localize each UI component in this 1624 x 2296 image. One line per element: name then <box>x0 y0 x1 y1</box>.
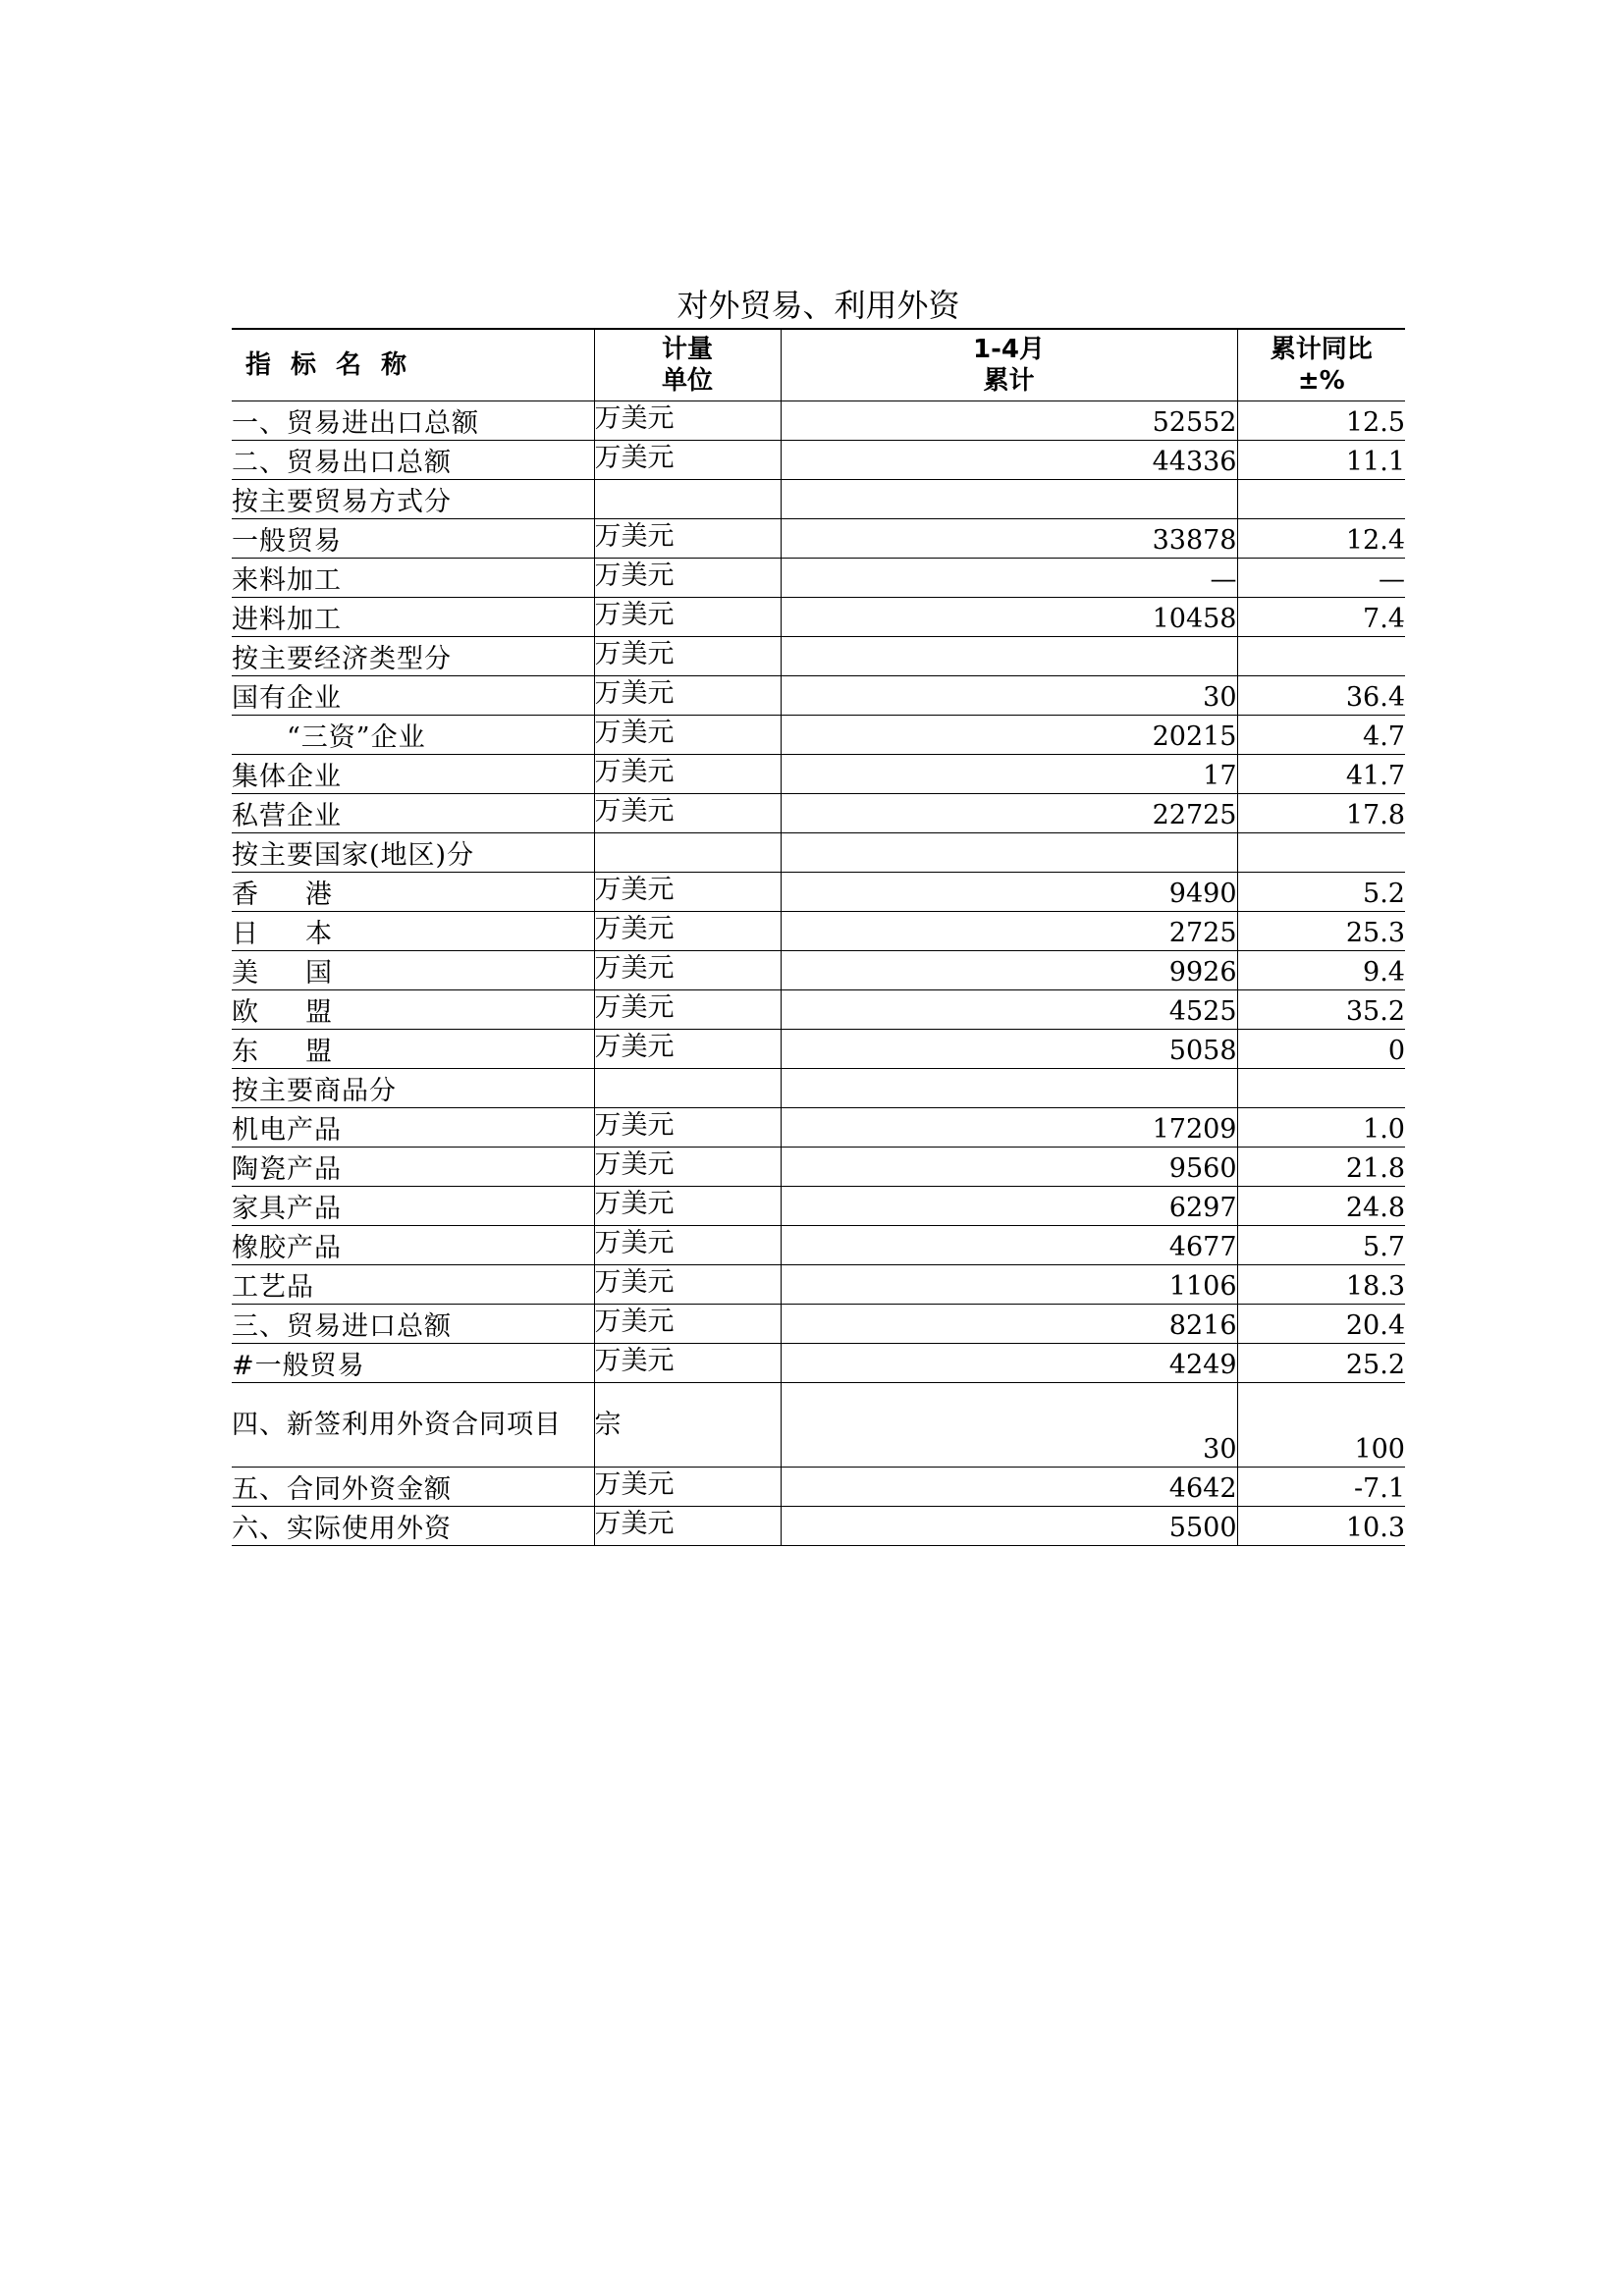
table-row <box>232 1344 1405 1383</box>
header-unit-line2: 单位 <box>661 366 713 396</box>
row-change: 4.7 <box>1237 716 1405 755</box>
table-row <box>232 1226 1405 1265</box>
table-row <box>232 951 1405 990</box>
row-unit: 万美元 <box>594 1305 781 1344</box>
row-change: 24.8 <box>1237 1187 1405 1226</box>
row-unit: 万美元 <box>594 519 781 559</box>
row-name: 国有企业 <box>232 676 594 716</box>
row-value: 44336 <box>781 441 1237 480</box>
row-change: 20.4 <box>1237 1305 1405 1344</box>
row-value: 20215 <box>781 716 1237 755</box>
row-change: 11.1 <box>1237 441 1405 480</box>
table-row <box>232 1148 1405 1187</box>
table-row <box>232 873 1405 912</box>
row-name: 香港 <box>232 873 594 912</box>
row-value: 17209 <box>781 1108 1237 1148</box>
row-name: 橡胶产品 <box>232 1226 594 1265</box>
row-unit: 万美元 <box>594 873 781 912</box>
row-change: 17.8 <box>1237 794 1405 833</box>
table-row <box>232 676 1405 716</box>
row-change <box>1237 1069 1405 1108</box>
row-change: 0 <box>1237 1030 1405 1069</box>
row-change: 12.4 <box>1237 519 1405 559</box>
row-unit: 万美元 <box>594 1226 781 1265</box>
header-yoy-line2: ±% <box>1297 366 1345 396</box>
row-value: 4642 <box>781 1468 1237 1507</box>
row-unit: 万美元 <box>594 755 781 794</box>
row-change: 5.2 <box>1237 873 1405 912</box>
row-name: 机电产品 <box>232 1108 594 1148</box>
row-unit: 万美元 <box>594 637 781 676</box>
table-row <box>232 637 1405 676</box>
row-unit: 宗 <box>594 1383 781 1468</box>
row-change <box>1237 637 1405 676</box>
row-change: 41.7 <box>1237 755 1405 794</box>
row-name: 一般贸易 <box>232 519 594 559</box>
row-value: 17 <box>781 755 1237 794</box>
trade-statistics-table <box>232 328 1405 1546</box>
table-row <box>232 480 1405 519</box>
row-name: 进料加工 <box>232 598 594 637</box>
row-value: — <box>781 559 1237 598</box>
row-name: 工艺品 <box>232 1265 594 1305</box>
row-unit <box>594 1069 781 1108</box>
row-unit: 万美元 <box>594 441 781 480</box>
document-title: 对外贸易、利用外资 <box>677 287 960 324</box>
row-unit: 万美元 <box>594 1265 781 1305</box>
row-unit: 万美元 <box>594 1108 781 1148</box>
table-row <box>232 1187 1405 1226</box>
header-cumulative-line2: 累计 <box>983 366 1035 396</box>
row-change <box>1237 833 1405 873</box>
row-name: 按主要贸易方式分 <box>232 480 594 519</box>
row-name: 日本 <box>232 912 594 951</box>
row-unit: 万美元 <box>594 1507 781 1546</box>
row-change: 25.2 <box>1237 1344 1405 1383</box>
row-change: 35.2 <box>1237 990 1405 1030</box>
table-row <box>232 794 1405 833</box>
row-unit: 万美元 <box>594 401 781 441</box>
table-row <box>232 598 1405 637</box>
row-change: 25.3 <box>1237 912 1405 951</box>
row-name: 二、贸易出口总额 <box>232 441 594 480</box>
row-value: 52552 <box>781 401 1237 441</box>
row-unit <box>594 480 781 519</box>
table-row <box>232 755 1405 794</box>
row-unit: 万美元 <box>594 559 781 598</box>
row-value <box>781 833 1237 873</box>
table-row <box>232 1468 1405 1507</box>
table-row <box>232 1030 1405 1069</box>
header-cumulative-line1: 1-4月 <box>973 335 1045 364</box>
table-row <box>232 716 1405 755</box>
table-row <box>232 1507 1405 1546</box>
row-unit: 万美元 <box>594 716 781 755</box>
row-change: 5.7 <box>1237 1226 1405 1265</box>
row-name: 美国 <box>232 951 594 990</box>
row-name: 私营企业 <box>232 794 594 833</box>
row-name: 三、贸易进口总额 <box>232 1305 594 1344</box>
table-header-row <box>232 329 1405 401</box>
row-name: 陶瓷产品 <box>232 1148 594 1187</box>
row-unit: 万美元 <box>594 990 781 1030</box>
table-row <box>232 1265 1405 1305</box>
row-unit: 万美元 <box>594 1187 781 1226</box>
row-name: 家具产品 <box>232 1187 594 1226</box>
row-name: 集体企业 <box>232 755 594 794</box>
row-value: 10458 <box>781 598 1237 637</box>
table-row <box>232 1383 1405 1468</box>
table-row <box>232 912 1405 951</box>
table-row <box>232 1305 1405 1344</box>
row-value: 33878 <box>781 519 1237 559</box>
row-value <box>781 637 1237 676</box>
row-name: 五、合同外资金额 <box>232 1468 594 1507</box>
row-value: 9490 <box>781 873 1237 912</box>
row-name: 四、新签利用外资合同项目 <box>232 1383 594 1468</box>
table-row <box>232 833 1405 873</box>
row-name: 欧盟 <box>232 990 594 1030</box>
row-name: 来料加工 <box>232 559 594 598</box>
table-row <box>232 1108 1405 1148</box>
row-value <box>781 480 1237 519</box>
row-unit: 万美元 <box>594 676 781 716</box>
row-value: 4677 <box>781 1226 1237 1265</box>
row-unit: 万美元 <box>594 1468 781 1507</box>
row-name: 按主要商品分 <box>232 1069 594 1108</box>
row-value: 30 <box>781 676 1237 716</box>
row-name: “三资”企业 <box>232 716 594 755</box>
row-change: 7.4 <box>1237 598 1405 637</box>
header-yoy-change <box>1237 329 1405 401</box>
row-change: 12.5 <box>1237 401 1405 441</box>
row-change: 21.8 <box>1237 1148 1405 1187</box>
row-unit: 万美元 <box>594 912 781 951</box>
row-name: #一般贸易 <box>232 1344 594 1383</box>
row-change: — <box>1237 559 1405 598</box>
row-unit: 万美元 <box>594 1030 781 1069</box>
table-row <box>232 401 1405 441</box>
row-change: -7.1 <box>1237 1468 1405 1507</box>
table-row <box>232 1069 1405 1108</box>
table-row <box>232 441 1405 480</box>
row-unit: 万美元 <box>594 951 781 990</box>
row-name: 按主要经济类型分 <box>232 637 594 676</box>
row-value: 1106 <box>781 1265 1237 1305</box>
row-value: 9560 <box>781 1148 1237 1187</box>
row-change: 18.3 <box>1237 1265 1405 1305</box>
header-unit-line1: 计量 <box>661 335 713 364</box>
header-yoy-line1: 累计同比 <box>1270 335 1373 364</box>
header-cumulative <box>781 329 1237 401</box>
row-value: 4525 <box>781 990 1237 1030</box>
row-unit: 万美元 <box>594 1148 781 1187</box>
row-name: 按主要国家(地区)分 <box>232 833 594 873</box>
table-row <box>232 519 1405 559</box>
row-name: 一、贸易进出口总额 <box>232 401 594 441</box>
row-change: 1.0 <box>1237 1108 1405 1148</box>
row-change: 9.4 <box>1237 951 1405 990</box>
table-row <box>232 990 1405 1030</box>
row-value: 30 <box>781 1383 1237 1468</box>
header-indicator-name: 指标名称 <box>232 329 594 401</box>
row-unit: 万美元 <box>594 598 781 637</box>
row-unit: 万美元 <box>594 1344 781 1383</box>
row-change: 100 <box>1237 1383 1405 1468</box>
row-change: 10.3 <box>1237 1507 1405 1546</box>
header-unit <box>594 329 781 401</box>
row-name: 东盟 <box>232 1030 594 1069</box>
row-value: 2725 <box>781 912 1237 951</box>
table-row <box>232 559 1405 598</box>
row-value: 8216 <box>781 1305 1237 1344</box>
row-change: 36.4 <box>1237 676 1405 716</box>
row-value: 22725 <box>781 794 1237 833</box>
row-unit: 万美元 <box>594 794 781 833</box>
row-value: 5500 <box>781 1507 1237 1546</box>
row-value: 5058 <box>781 1030 1237 1069</box>
row-name: 六、实际使用外资 <box>232 1507 594 1546</box>
row-value: 4249 <box>781 1344 1237 1383</box>
row-value <box>781 1069 1237 1108</box>
row-value: 6297 <box>781 1187 1237 1226</box>
row-value: 9926 <box>781 951 1237 990</box>
row-unit <box>594 833 781 873</box>
row-change <box>1237 480 1405 519</box>
